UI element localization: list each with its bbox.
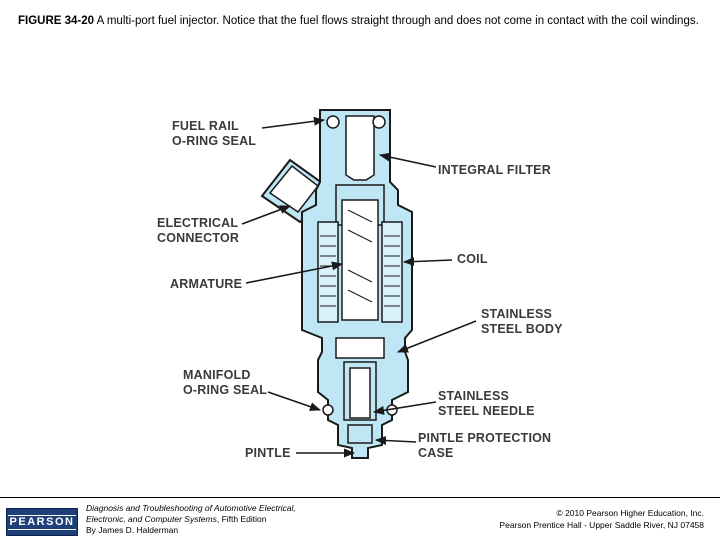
armature-core (342, 200, 378, 320)
figure-number: FIGURE 34-20 (18, 15, 95, 27)
label-stainless-needle-line1: STAINLESS (438, 389, 510, 403)
pearson-logo-text: PEARSON (9, 515, 75, 528)
label-manifold-seal (183, 368, 267, 398)
arrow-fuel-rail (262, 120, 324, 128)
book-edition: , Fifth Edition (216, 514, 267, 524)
book-title-line2-wrap (86, 514, 406, 525)
label-stainless-body-line2: STEEL BODY (481, 322, 563, 336)
label-stainless-body (481, 307, 563, 337)
label-stainless-needle (438, 389, 535, 419)
footer-divider (0, 497, 720, 498)
label-pintle-case-line2: CASE (418, 446, 454, 460)
label-pintle: PINTLE (245, 446, 291, 460)
fuel-passage (346, 116, 374, 180)
label-electrical-connector-line2: CONNECTOR (157, 231, 240, 245)
top-oring-left (327, 116, 339, 128)
label-pintle-case (418, 431, 551, 461)
copyright-line2: Pearson Prentice Hall - Upper Saddle River, NJ 07458 (499, 520, 704, 530)
label-fuel-rail-seal-line1: FUEL RAIL (172, 119, 239, 133)
book-title-line1: Diagnosis and Troubleshooting of Automotive Electrical, (86, 503, 296, 513)
pearson-logo (6, 508, 78, 536)
arrow-connector (242, 206, 290, 224)
top-oring-right (373, 116, 385, 128)
label-armature: ARMATURE (170, 277, 243, 291)
label-fuel-rail-seal (172, 119, 256, 149)
steel-needle (350, 368, 370, 418)
label-manifold-seal-line1: MANIFOLD (183, 368, 251, 382)
label-fuel-rail-seal-line2: O-RING SEAL (172, 134, 257, 148)
copyright-line1: © 2010 Pearson Higher Education, Inc. (556, 508, 704, 518)
book-title-line2: Electronic, and Computer Systems (86, 514, 217, 524)
manifold-oring-left (323, 405, 333, 415)
label-coil: COIL (457, 252, 488, 266)
label-pintle-case-line1: PINTLE PROTECTION (418, 431, 552, 445)
caption-text: A multi-port fuel injector. Notice that the fuel flows straight through and does not come in contact with the coil windings. (94, 15, 699, 27)
book-author: By James D. Halderman (86, 525, 179, 535)
book-citation (86, 503, 406, 536)
label-electrical-connector-line1: ELECTRICAL (157, 216, 239, 230)
arrow-manifold (268, 392, 320, 410)
label-stainless-body-line1: STAINLESS (481, 307, 553, 321)
label-stainless-needle-line2: STEEL NEEDLE (438, 404, 535, 418)
label-manifold-seal-line2: O-RING SEAL (183, 383, 268, 397)
label-integral-filter: INTEGRAL FILTER (438, 163, 551, 177)
copyright-notice (404, 507, 704, 531)
label-electrical-connector (157, 216, 239, 246)
